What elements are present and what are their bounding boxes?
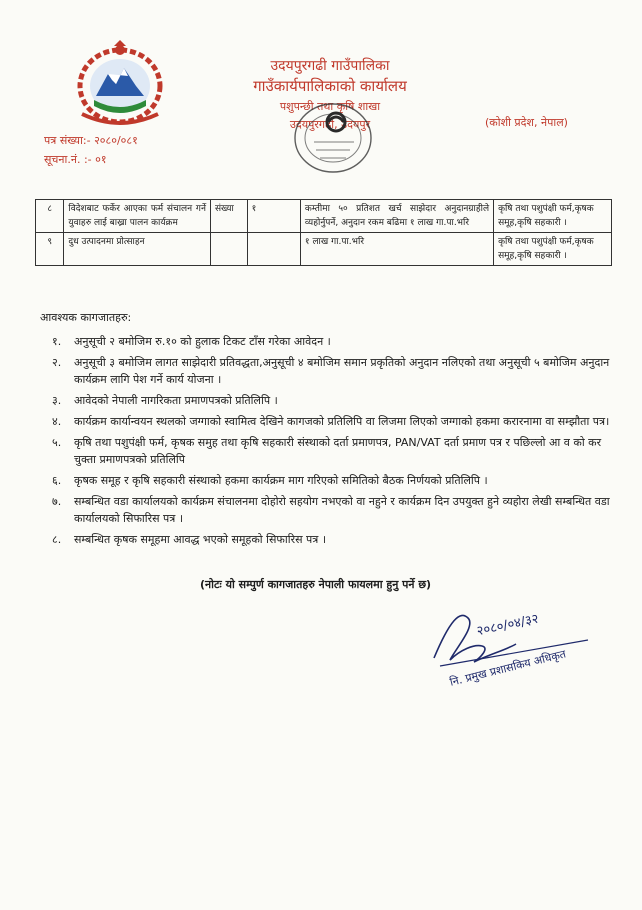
table-row <box>36 200 612 233</box>
item-number: ५. <box>52 436 62 449</box>
item-number: २. <box>52 356 62 369</box>
program-table <box>35 199 612 266</box>
item-text: कृषक समूह र कृषि सहकारी संस्थाको हकमा कार्यक्रम माग गरिएको समितिको बैठक निर्णयको प्रतिलिपि । <box>74 474 488 487</box>
documents-heading: आवश्यक कागजातहरु: <box>40 311 132 324</box>
list-item <box>52 531 612 548</box>
item-text: आवेदको नेपाली नागरिकता प्रमाणपत्रको प्रतिलिपि । <box>74 394 278 407</box>
table-row <box>36 233 612 266</box>
row-unit <box>210 233 247 266</box>
row-unit: संख्या <box>210 200 247 233</box>
list-item <box>52 434 612 468</box>
signatory-title: नि. प्रमुख प्रशासकिय अधिकृत <box>448 647 568 689</box>
item-number: ६. <box>52 474 62 487</box>
row-quantity <box>247 233 300 266</box>
list-item <box>52 493 612 527</box>
item-number: ७. <box>52 495 62 508</box>
row-eligible: कृषि तथा पशुपंक्षी फर्म,कृषक समूह,कृषि सहकारी । <box>494 233 612 266</box>
office-stamp-icon <box>288 98 378 178</box>
row-quantity: १ <box>247 200 300 233</box>
item-text: अनुसूची ३ बमोजिम लागत साझेदारी प्रतिवद्धता,अनुसूची ४ बमोजिम समान प्रकृतिको अनुदान नलिएको तथा अनुसूची ५ बमोजिम अनुदान कार्यक्रम लागि पेश गर्ने कार्य योजना । <box>74 356 610 386</box>
reference-number: पत्र संख्या:- २०८०/०८१ <box>44 134 138 147</box>
item-text: सम्बन्धित वडा कार्यालयको कार्यक्रम संचालनमा दोहोरो सहयोग नभएको वा नहुने र कार्यक्रम दिन उपयुक्त हुने व्यहोरा लेखी सम्बन्धित वडा कार्यालयको सिफारिस पत्र । <box>74 495 610 525</box>
list-item <box>52 392 612 409</box>
list-item <box>52 413 612 430</box>
item-text: कार्यक्रम कार्यान्वयन स्थलको जग्गाको स्वामित्व देखिने कागजको प्रतिलिपि वा लिजमा लिएको जग्गाको हकमा करारनामा वा सम्झौता पत्र। <box>74 415 610 428</box>
row-description: १ लाख गा.पा.भरि <box>300 233 493 266</box>
item-text: कृषि तथा पशुपंक्षी फर्म, कृषक समुह तथा कृषि सहकारी संस्थाको दर्ता प्रमाणपत्र, PAN/VAT दर्ता प्रमाण पत्र र पछिल्लो आ व को कर चुक्ता प्रमाणपत्रको प्रतिलिपि <box>74 436 602 466</box>
province-label: (कोशी प्रदेश, नेपाल) <box>485 116 568 129</box>
row-description: कम्तीमा ५० प्रतिशत खर्च साझेदार अनुदानग्राहीले व्यहोर्नुपर्ने, अनुदान रकम बढिमा १ लाख गा.पा.भरि <box>300 200 493 233</box>
municipality-name: उदयपुरगढी गाउँपालिका <box>270 58 390 74</box>
item-number: ४. <box>52 415 62 428</box>
row-program-title: दुध उत्पादनमा प्रोत्साहन <box>64 233 211 266</box>
row-serial: ८ <box>36 200 64 233</box>
row-eligible: कृषि तथा पशुपंक्षी फर्म,कृषक समूह,कृषि सहकारी । <box>494 200 612 233</box>
item-number: ८. <box>52 533 62 546</box>
item-number: १. <box>52 335 62 348</box>
item-text: अनुसूची २ बमोजिम रु.१० को हुलाक टिकट टाँस गरेका आवेदन । <box>74 335 331 348</box>
row-program-title: विदेशबाट फर्केर आएका फर्म संचालन गर्ने युवाहरु लाई बाख्रा पालन कार्यक्रम <box>64 200 211 233</box>
list-item <box>52 333 612 350</box>
row-serial: ९ <box>36 233 64 266</box>
nepal-emblem-icon <box>74 40 166 128</box>
item-text: सम्बन्धित कृषक समूहमा आवद्ध भएको समूहको सिफारिस पत्र । <box>74 533 327 546</box>
signature-date: २०८०/०४/३२ <box>475 611 541 640</box>
list-item <box>52 472 612 489</box>
item-number: ३. <box>52 394 62 407</box>
list-item <box>52 354 612 388</box>
office-name: गाउँकार्यपालिकाको कार्यालय <box>253 77 407 95</box>
documents-note: (नोटः यो सम्पुर्ण कागजातहरु नेपाली फायलमा हुनु पर्ने छ) <box>200 578 432 591</box>
office-address: उदयपुरगढी, उदयपुर <box>289 118 371 131</box>
notice-number: सूचना.नं. :- ०१ <box>44 153 107 166</box>
documents-list <box>52 333 612 552</box>
branch-name: पशुपन्छी तथा कृषि शाखा <box>279 100 381 113</box>
